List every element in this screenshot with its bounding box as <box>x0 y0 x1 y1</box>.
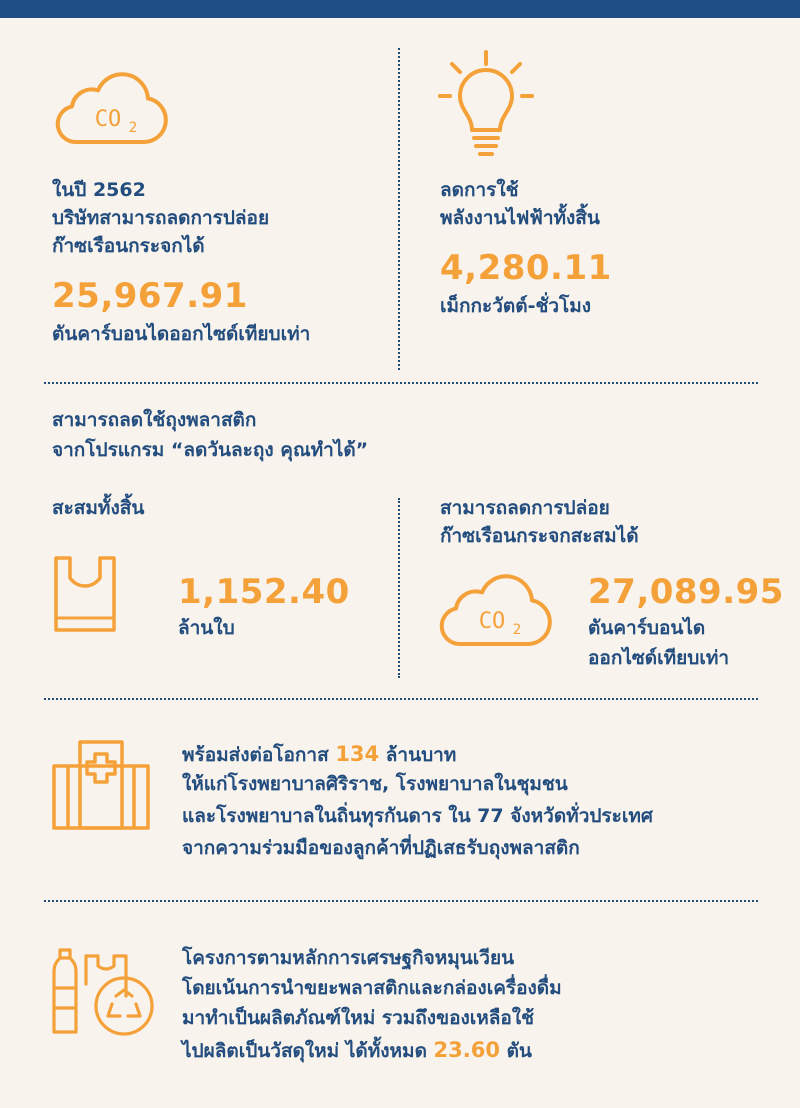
block4-value: 27,089.95 <box>588 572 784 612</box>
block6-line2: โดยเน้นการนำขยะพลาสติกและกล่องเครื่องดื่ม <box>182 977 562 999</box>
block5-line2: ให้แก่โรงพยาบาลศิริราช, โรงพยาบาลในชุมชน <box>182 773 568 795</box>
co2-cloud-icon <box>52 68 170 150</box>
block3-label: สะสมทั้งสิ้น <box>52 497 145 519</box>
svg-text:CO: CO <box>478 609 506 634</box>
block6-l4-pre: ไปผลิตเป็นวัสดุใหม่ ได้ทั้งหมด <box>182 1040 427 1062</box>
lightbulb-icon <box>436 48 536 160</box>
co2-cloud-icon <box>436 570 554 652</box>
horizontal-divider-3 <box>44 900 758 902</box>
block2-unit: เม็กกะวัตต์-ชั่วโมง <box>440 295 592 317</box>
svg-text:2: 2 <box>512 622 522 638</box>
svg-text:2: 2 <box>128 120 138 136</box>
block4-unit2: ออกไซด์เทียบเท่า <box>588 647 730 669</box>
block4-line1: สามารถลดการปล่อย <box>440 497 610 519</box>
block2-value: 4,280.11 <box>440 248 612 288</box>
hospital-icon <box>50 738 152 832</box>
section2-line1: สามารถลดใช้ถุงพลาสติก <box>52 409 257 431</box>
block6-l4-value: 23.60 <box>433 1038 500 1062</box>
top-bar <box>0 0 800 18</box>
block5-line3: และโรงพยาบาลในถิ่นทุรกันดาร ใน 77 จังหวัดทั่วประเทศ <box>182 805 653 827</box>
block3-value: 1,152.40 <box>178 572 350 612</box>
block5-line4: จากความร่วมมือของลูกค้าที่ปฏิเสธรับถุงพลาสติก <box>182 837 580 859</box>
block3-unit: ล้านใบ <box>178 617 235 639</box>
block2-line1: ลดการใช้ <box>440 179 519 201</box>
horizontal-divider-1 <box>44 382 758 384</box>
block1-line3: ก๊าซเรือนกระจกได้ <box>52 235 205 257</box>
block6-line3: มาทำเป็นผลิตภัณฑ์ใหม่ รวมถึงของเหลือใช้ <box>182 1007 535 1029</box>
block6-l4-post: ตัน <box>506 1040 532 1062</box>
block5-line1 <box>182 740 456 769</box>
block1-line2: บริษัทสามารถลดการปล่อย <box>52 207 270 229</box>
block4-line2: ก๊าซเรือนกระจกสะสมได้ <box>440 525 639 547</box>
horizontal-divider-2 <box>44 698 758 700</box>
block1-unit: ตันคาร์บอนไดออกไซด์เทียบเท่า <box>52 323 311 345</box>
vertical-divider-2 <box>398 498 400 678</box>
block5-l1-value: 134 <box>335 742 380 766</box>
block4-unit1: ตันคาร์บอนได <box>588 617 706 639</box>
block6-line4 <box>182 1036 532 1065</box>
vertical-divider-1 <box>398 48 400 370</box>
block6-line1: โครงการตามหลักการเศรษฐกิจหมุนเวียน <box>182 947 515 969</box>
plastic-bag-icon <box>52 554 118 634</box>
block2-line2: พลังงานไฟฟ้าทั้งสิ้น <box>440 207 600 229</box>
section2-line2: จากโปรแกรม “ลดวันละถุง คุณทำได้” <box>52 439 369 461</box>
block5-l1-post: ล้านบาท <box>385 744 457 766</box>
recycle-icon <box>50 944 162 1038</box>
svg-text:CO: CO <box>94 107 122 132</box>
block5-l1-pre: พร้อมส่งต่อโอกาส <box>182 744 329 766</box>
block1-line1: ในปี 2562 <box>52 179 146 201</box>
block1-value: 25,967.91 <box>52 276 248 316</box>
